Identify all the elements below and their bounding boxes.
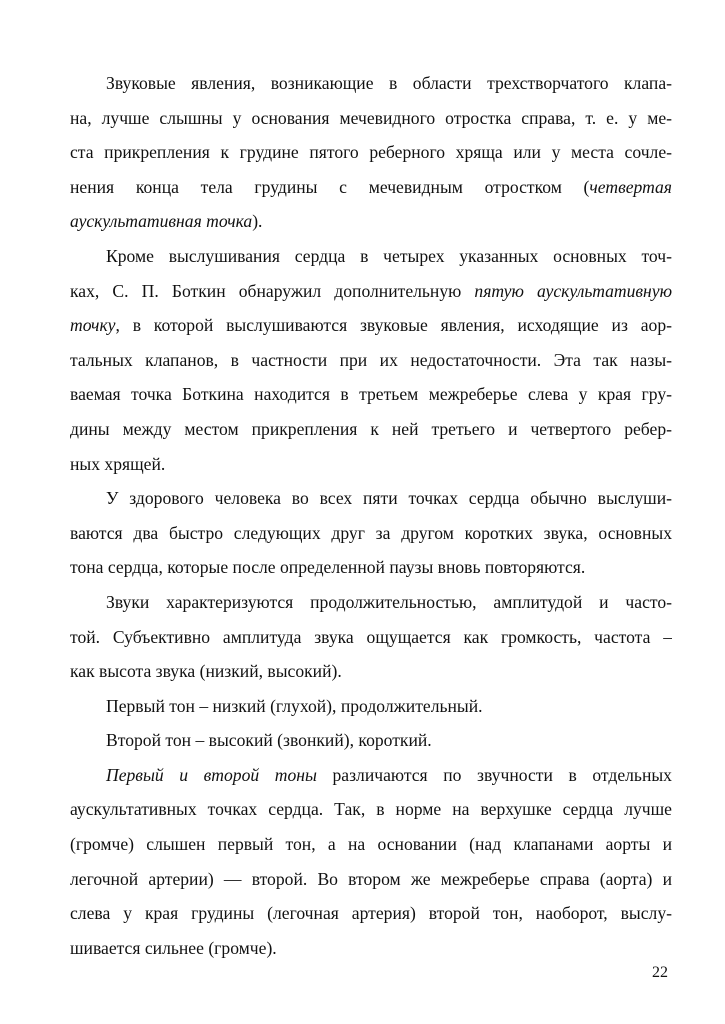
text-line: [70, 308, 672, 343]
text-line: [70, 792, 672, 827]
paragraph: [70, 239, 672, 481]
text-line: [70, 135, 672, 170]
italic-text: Первый и второй тоны: [106, 764, 317, 785]
paragraph: [70, 481, 672, 585]
text-line: [70, 723, 672, 758]
text-run: Второй тон – высокий (звонкий), короткий.: [106, 730, 432, 751]
italic-text: аускультативная точка: [70, 211, 253, 232]
text-line: [70, 239, 672, 274]
text-run: (громче) слышен первый тон, а на основании (над клапанами аорты и: [70, 834, 672, 855]
text-run: ках, С. П. Боткин обнаружил дополнительную: [70, 280, 475, 301]
text-run: слева у края грудины (легочная артерия) второй тон, наоборот, выслу-: [70, 903, 672, 924]
text-run: той. Субъективно амплитуда звука ощущается как громкость, частота –: [70, 626, 672, 647]
text-line: [70, 896, 672, 931]
text-line: [70, 827, 672, 862]
paragraph: [70, 66, 672, 239]
text-run: тальных клапанов, в частности при их недостаточности. Эта так назы-: [70, 349, 672, 370]
text-run: ных хрящей.: [70, 453, 166, 474]
text-line: [70, 620, 672, 655]
text-line: [70, 689, 672, 724]
text-run: аускультативных точках сердца. Так, в норме на верхушке сердца лучше: [70, 799, 672, 820]
paragraph: [70, 723, 672, 758]
text-line: [70, 758, 672, 793]
text-run: легочной артерии) — второй. Во втором же межреберье справа (аорта) и: [70, 868, 672, 889]
italic-text: пятую аускультативную: [474, 280, 672, 301]
text-run: ваются два быстро следующих друг за другом коротких звука, основных: [70, 522, 672, 543]
text-line: [70, 931, 672, 966]
document-page: [70, 66, 672, 965]
text-run: ).: [252, 211, 263, 232]
text-run: нения конца тела грудины с мечевидным отростком (: [70, 176, 590, 197]
paragraph: [70, 585, 672, 689]
text-line: [70, 170, 672, 205]
text-run: различаются по звучности в отдельных: [316, 764, 672, 785]
page-number: 22: [652, 964, 668, 981]
paragraph: [70, 758, 672, 966]
text-run: Кроме выслушивания сердца в четырех указанных основных точ-: [106, 245, 672, 266]
text-run: ста прикрепления к грудине пятого реберного хряща или у места сочле-: [70, 142, 672, 163]
text-run: Первый тон – низкий (глухой), продолжительный.: [106, 695, 483, 716]
text-run: , в которой выслушиваются звуковые явления, исходящие из аор-: [115, 315, 672, 336]
text-run: Звуковые явления, возникающие в области трехстворчатого клапа-: [106, 73, 672, 93]
text-line: [70, 585, 672, 620]
text-line: [70, 343, 672, 378]
text-line: [70, 377, 672, 412]
text-line: [70, 654, 672, 689]
text-line: [70, 274, 672, 309]
text-run: как высота звука (низкий, высокий).: [70, 661, 342, 682]
text-line: [70, 447, 672, 482]
text-line: [70, 101, 672, 136]
text-line: [70, 516, 672, 551]
text-run: У здорового человека во всех пяти точках сердца обычно выслуши-: [106, 488, 672, 509]
text-line: [70, 481, 672, 516]
italic-text: точку: [70, 315, 116, 336]
text-run: Звуки характеризуются продолжительностью, амплитудой и часто-: [106, 591, 672, 612]
text-run: шивается сильнее (громче).: [70, 937, 277, 958]
text-run: тона сердца, которые после определенной паузы вновь повторяются.: [70, 557, 586, 578]
text-run: дины между местом прикрепления к ней третьего и четвертого ребер-: [70, 418, 672, 439]
text-line: [70, 204, 672, 239]
text-line: [70, 550, 672, 585]
paragraph: [70, 689, 672, 724]
text-line: [70, 412, 672, 447]
text-line: [70, 862, 672, 897]
text-run: ваемая точка Боткина находится в третьем межреберье слева у края гру-: [70, 384, 672, 405]
italic-text: четвертая: [589, 176, 672, 197]
text-run: на, лучше слышны у основания мечевидного отростка справа, т. е. у ме-: [70, 107, 672, 128]
text-line: [70, 66, 672, 101]
